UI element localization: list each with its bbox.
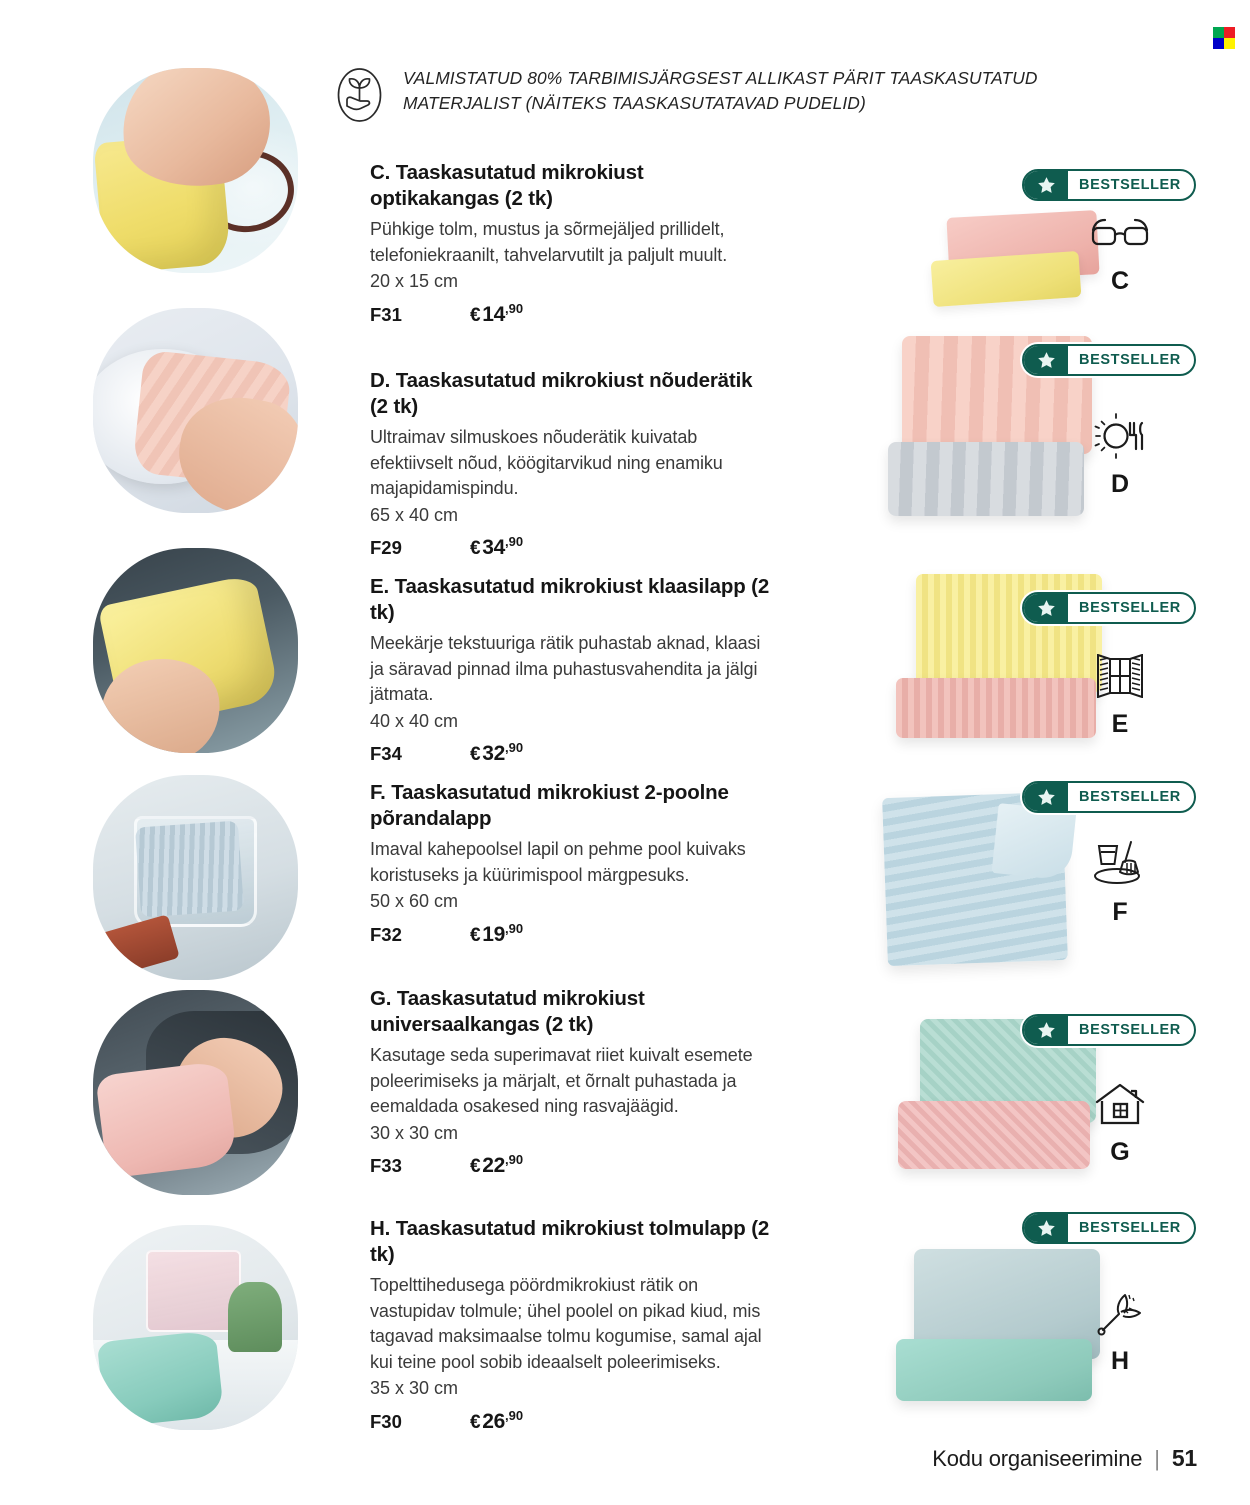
- bestseller-badge-e: [1022, 592, 1196, 624]
- product-dimensions: 65 x 40 cm: [370, 504, 459, 525]
- product-shot-h: [890, 1235, 1110, 1415]
- product-description: Imaval kahepoolsel lapil on pehme pool kuivaks koristuseks ja küürimispool märgpesuks.: [370, 839, 746, 885]
- product-code: F29: [370, 537, 402, 559]
- product-title: G. Taaskasutatud mikrokiust universaalkangas (2 tk): [370, 987, 645, 1037]
- category-icon-col-h: [1080, 1285, 1160, 1376]
- product-title: F. Taaskasutatud mikrokiust 2-poolne põrandalapp: [370, 781, 729, 831]
- bestseller-label: BESTSELLER: [1079, 352, 1181, 368]
- price-whole: 32: [482, 742, 506, 766]
- product-price: [470, 1408, 523, 1434]
- product-code-price-row: [370, 1408, 770, 1434]
- product-price: [470, 534, 523, 560]
- product-letter: E: [1111, 710, 1129, 738]
- house-icon: [1080, 1076, 1160, 1132]
- lifestyle-photo-c: [93, 68, 298, 273]
- product-text-e: [370, 574, 770, 766]
- lifestyle-photo-h: [93, 1225, 298, 1430]
- lifestyle-photo-d: [93, 308, 298, 513]
- currency-symbol: €: [470, 304, 481, 326]
- bestseller-badge-h: [1022, 1212, 1196, 1244]
- product-title: E. Taaskasutatud mikrokiust klaasilapp (2 tk): [370, 575, 770, 625]
- star-icon: [1024, 171, 1068, 199]
- currency-symbol: €: [470, 538, 481, 560]
- product-code: F34: [370, 743, 402, 765]
- price-whole: 34: [482, 536, 506, 560]
- plant-in-hand-icon: [336, 66, 383, 124]
- window-icon: [1080, 648, 1160, 704]
- product-title: C. Taaskasutatud mikrokiust optikakangas (2 tk): [370, 161, 644, 211]
- mop-bucket-icon: [1080, 836, 1160, 892]
- category-icon-col-e: [1080, 648, 1160, 739]
- product-letter: D: [1110, 470, 1130, 498]
- lifestyle-photo-e: [93, 548, 298, 753]
- product-letter: G: [1110, 1138, 1130, 1166]
- product-description: Kasutage seda superimavat riiet kuivalt esemete poleerimiseks ja märjalt, et õrnalt puhastada ja eemaldada osakesed ning rasvajäägid.: [370, 1045, 753, 1117]
- product-price: [470, 1152, 523, 1178]
- product-code: F33: [370, 1155, 402, 1177]
- footer-section-name: Kodu organiseerimine: [932, 1445, 1143, 1471]
- product-shot-f: [875, 785, 1085, 975]
- category-icon-col-f: [1080, 836, 1160, 927]
- bestseller-label: BESTSELLER: [1079, 1022, 1181, 1038]
- feather-duster-icon: [1080, 1285, 1160, 1341]
- price-whole: 14: [482, 302, 506, 326]
- price-whole: 26: [482, 1409, 506, 1433]
- product-code-price-row: [370, 301, 770, 327]
- product-dimensions: 50 x 60 cm: [370, 891, 459, 912]
- product-text-c: [370, 160, 770, 327]
- product-price: [470, 740, 523, 766]
- product-dimensions: 40 x 40 cm: [370, 710, 459, 731]
- product-letter: H: [1110, 1347, 1130, 1375]
- registration-color-mark: [1213, 27, 1235, 49]
- footer-separator: |: [1154, 1445, 1160, 1471]
- product-description: Topelttihedusega pöördmikrokiust rätik on vastupidav tolmule; ühel poolel on pikad kiud, mis tagavad maksimaalse tolmu kogumise, samal ajal kui teine pool sobib ideaalselt poleerimiseks.: [370, 1275, 762, 1372]
- product-code: F32: [370, 923, 402, 945]
- product-description: Pühkige tolm, mustus ja sõrmejäljed prillidelt, telefoniekraanilt, tahvelarvutilt ja paljult muult.: [370, 219, 728, 265]
- product-price: [470, 921, 523, 947]
- currency-symbol: €: [470, 744, 481, 766]
- product-text-h: [370, 1216, 770, 1434]
- bestseller-badge-f: [1022, 781, 1196, 813]
- currency-symbol: €: [470, 1156, 481, 1178]
- product-code-price-row: [370, 1152, 770, 1178]
- product-title: D. Taaskasutatud mikrokiust nõuderätik (2 tk): [370, 369, 753, 419]
- star-icon: [1024, 1214, 1068, 1242]
- price-cents: ,90: [505, 1152, 524, 1168]
- product-title: H. Taaskasutatud mikrokiust tolmulapp (2 tk): [370, 1217, 770, 1267]
- product-code-price-row: [370, 534, 770, 560]
- page-number: 51: [1171, 1445, 1197, 1471]
- product-text-g: [370, 986, 770, 1178]
- currency-symbol: €: [470, 924, 481, 946]
- shiny-plate-cutlery-icon: [1080, 408, 1160, 464]
- price-cents: ,90: [505, 740, 524, 756]
- star-icon: [1024, 346, 1068, 374]
- eyeglasses-icon: [1080, 205, 1160, 261]
- product-code: F31: [370, 303, 402, 325]
- eco-material-note: [336, 66, 1066, 124]
- product-letter: F: [1112, 898, 1128, 926]
- product-dimensions: 20 x 15 cm: [370, 271, 459, 292]
- price-cents: ,90: [505, 300, 524, 316]
- category-icon-col-d: [1080, 408, 1160, 499]
- price-cents: ,90: [505, 920, 524, 936]
- product-letter: C: [1110, 267, 1130, 295]
- product-description: Ultraimav silmuskoes nõuderätik kuivatab efektiivselt nõud, köögitarvikud ning enamiku majapidamispindu.: [370, 427, 723, 499]
- lifestyle-photo-f: [93, 775, 298, 980]
- bestseller-badge-c: [1022, 169, 1196, 201]
- price-whole: 19: [482, 922, 506, 946]
- product-text-f: [370, 780, 770, 947]
- product-price: [470, 301, 523, 327]
- bestseller-badge-g: [1022, 1014, 1196, 1046]
- bestseller-label: BESTSELLER: [1079, 600, 1181, 616]
- star-icon: [1024, 594, 1068, 622]
- category-icon-col-g: [1080, 1076, 1160, 1167]
- product-code: F30: [370, 1410, 402, 1432]
- star-icon: [1024, 783, 1068, 811]
- bestseller-label: BESTSELLER: [1079, 177, 1181, 193]
- product-code-price-row: [370, 921, 770, 947]
- product-code-price-row: [370, 740, 770, 766]
- price-cents: ,90: [505, 534, 524, 550]
- currency-symbol: €: [470, 1411, 481, 1433]
- bestseller-label: BESTSELLER: [1079, 1220, 1181, 1236]
- price-cents: ,90: [505, 1407, 524, 1423]
- price-whole: 22: [482, 1154, 506, 1178]
- lifestyle-photo-g: [93, 990, 298, 1195]
- eco-note-text: VALMISTATUD 80% TARBIMISJÄRGSEST ALLIKAST PÄRIT TAASKASUTATUD MATERJALIST (NÄITEKS TAASKASUTATAVAD PUDELID): [403, 68, 1038, 113]
- category-icon-col-c: [1080, 205, 1160, 296]
- product-text-d: [370, 368, 770, 560]
- product-dimensions: 35 x 30 cm: [370, 1378, 459, 1399]
- page-footer: [932, 1445, 1197, 1472]
- star-icon: [1024, 1016, 1068, 1044]
- product-description: Meekärje tekstuuriga rätik puhastab aknad, klaasi ja säravad pinnad ilma puhastusvahendita ja jälgi jätmata.: [370, 633, 761, 705]
- bestseller-label: BESTSELLER: [1079, 789, 1181, 805]
- product-dimensions: 30 x 30 cm: [370, 1122, 459, 1143]
- bestseller-badge-d: [1022, 344, 1196, 376]
